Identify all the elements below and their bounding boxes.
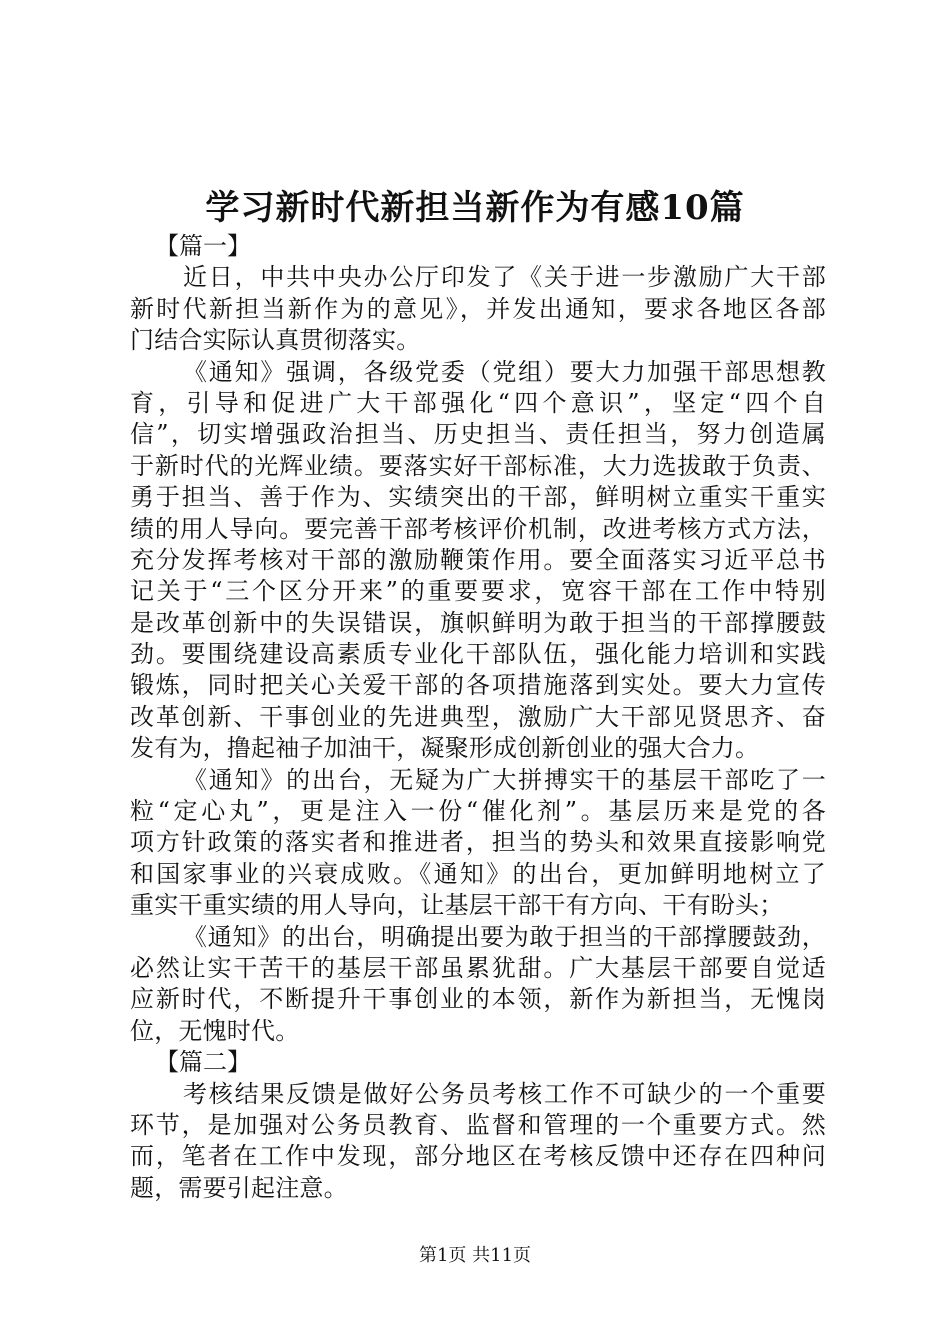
paragraph-line: 应新时代，不断提升干事创业的本领，新作为新担当，无愧岗	[130, 985, 826, 1014]
paragraph-line: 记关于“三个区分开来”的重要要求，宽容干部在工作中特别	[130, 577, 826, 606]
paragraph-line: 劲。要围绕建设高素质专业化干部队伍，强化能力培训和实践	[130, 640, 826, 669]
paragraph-line: 充分发挥考核对干部的激励鞭策作用。要全面落实习近平总书	[130, 545, 826, 574]
section-heading: 【篇二】	[155, 1048, 251, 1077]
paragraph-line: 项方针政策的落实者和推进者，担当的势头和效果直接影响党	[130, 828, 826, 857]
paragraph-line: 重实干重实绩的用人导向，让基层干部干有方向、干有盼头；	[130, 891, 784, 920]
paragraph-line: 环节，是加强对公务员教育、监督和管理的一个重要方式。然	[130, 1110, 826, 1139]
paragraph-line: 勇于担当、善于作为、实绩突出的干部，鲜明树立重实干重实	[130, 483, 826, 512]
paragraph-line: 考核结果反馈是做好公务员考核工作不可缺少的一个重要	[183, 1079, 826, 1108]
paragraph-line: 近日，中共中央办公厅印发了《关于进一步激励广大干部	[183, 263, 826, 292]
paragraph-line: 和国家事业的兴衰成败。《通知》的出台，更加鲜明地树立了	[130, 859, 826, 888]
paragraph-line: 新时代新担当新作为的意见》，并发出通知，要求各地区各部	[130, 294, 826, 323]
paragraph-line: 《通知》的出台，明确提出要为敢于担当的干部撑腰鼓劲，	[183, 922, 826, 951]
paragraph-line: 必然让实干苦干的基层干部虽累犹甜。广大基层干部要自觉适	[130, 953, 826, 982]
paragraph-line: 《通知》的出台，无疑为广大拼搏实干的基层干部吃了一	[183, 765, 826, 794]
paragraph-line: 发有为，撸起袖子加油干，凝聚形成创新创业的强大合力。	[130, 734, 760, 763]
paragraph-line: 《通知》强调，各级党委（党组）要大力加强干部思想教	[183, 357, 826, 386]
section-heading: 【篇一】	[155, 232, 251, 260]
page-footer: 第1页 共11页	[418, 1245, 532, 1266]
paragraph-line: 位，无愧时代。	[130, 1016, 300, 1045]
paragraph-line: 门结合实际认真贯彻落实。	[130, 326, 421, 355]
paragraph-line: 绩的用人导向。要完善干部考核评价机制，改进考核方式方法，	[130, 514, 826, 543]
paragraph-line: 而，笔者在工作中发现，部分地区在考核反馈中还存在四种问	[130, 1142, 826, 1171]
paragraph-line: 于新时代的光辉业绩。要落实好干部标准，大力选拔敢于负责、	[130, 451, 826, 480]
document-body	[130, 231, 826, 1204]
paragraph-line: 信”，切实增强政治担当、历史担当、责任担当，努力创造属	[130, 420, 826, 449]
page-title: 学习新时代新担当新作为有感10篇	[205, 188, 745, 228]
paragraph-line: 粒“定心丸”，更是注入一份“催化剂”。基层历来是党的各	[130, 797, 826, 826]
paragraph-line: 题，需要引起注意。	[130, 1173, 348, 1202]
paragraph-line: 锻炼，同时把关心关爱干部的各项措施落到实处。要大力宣传	[130, 671, 826, 700]
paragraph-line: 育，引导和促进广大干部强化“四个意识”，坚定“四个自	[130, 388, 826, 417]
paragraph-line: 改革创新、干事创业的先进典型，激励广大干部见贤思齐、奋	[130, 702, 826, 731]
paragraph-line: 是改革创新中的失误错误，旗帜鲜明为敢于担当的干部撑腰鼓	[130, 608, 826, 637]
